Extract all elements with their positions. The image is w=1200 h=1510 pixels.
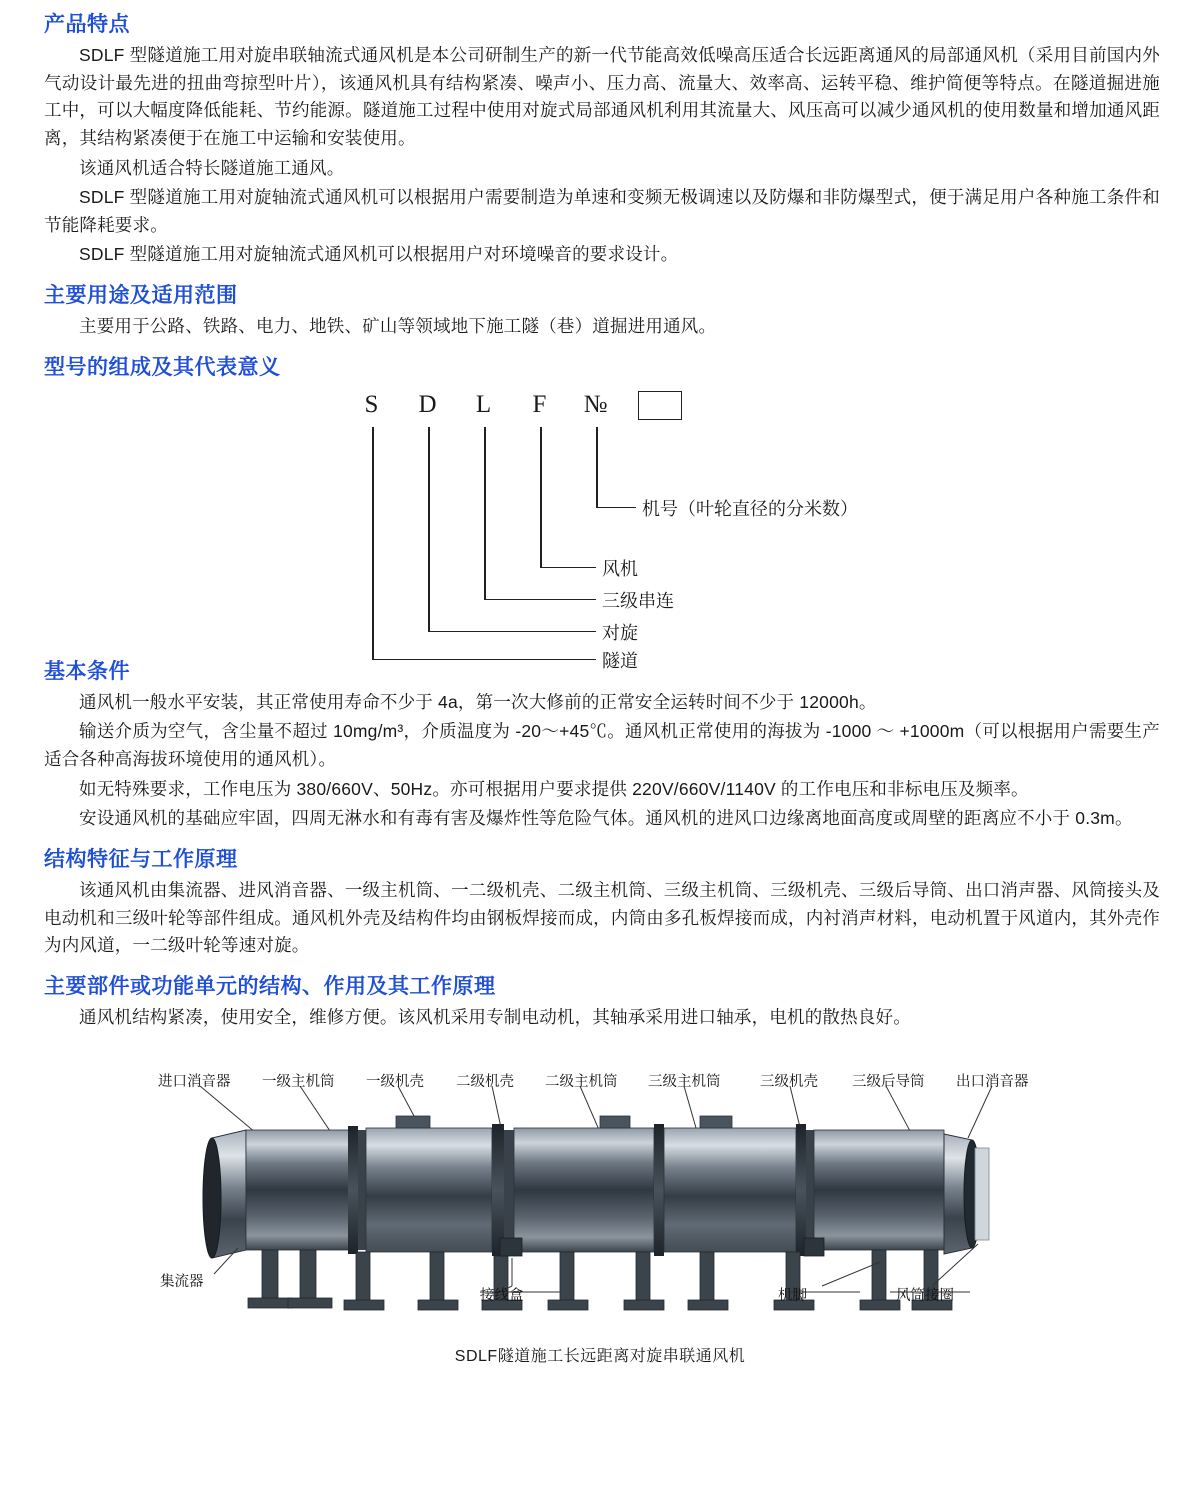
figure-label: 一级主机筒	[262, 1073, 335, 1090]
section-basic-conditions	[44, 655, 1160, 833]
figure-label: 二级机壳	[456, 1073, 514, 1090]
leader-line-horizontal	[596, 507, 636, 509]
paragraph: 输送介质为空气，含尘量不超过 10mg/m³，介质温度为 -20～+45℃。通风机正常使用的海拔为 -1000 ～ +1000m（可以根据用户需要生产适合各种高海拔环境使用的通风机）。	[44, 721, 1160, 770]
body-segment-5	[814, 1130, 944, 1250]
section-title: 结构特征与工作原理	[44, 847, 238, 871]
model-code-label: 机号（叶轮直径的分米数）	[642, 498, 858, 519]
junction-box	[500, 1238, 522, 1256]
section-product-features	[44, 8, 1160, 269]
flange	[806, 1130, 814, 1250]
top-access-box	[600, 1116, 630, 1128]
inlet-opening	[203, 1138, 221, 1258]
model-code-number-box	[638, 391, 682, 420]
paragraph: 安设通风机的基础应牢固，四周无淋水和有毒有害及爆炸性等危险气体。通风机的进风口边缘离地面高度或周壁的距离应不小于 0.3m。	[79, 808, 1133, 829]
figure-label: 三级后导筒	[852, 1073, 925, 1090]
flange	[358, 1130, 366, 1250]
leader-line-horizontal	[428, 631, 596, 633]
paragraph: 通风机结构紧凑，使用安全，维修方便。该风机采用专制电动机，其轴承采用进口轴承，电机的散热良好。	[79, 1006, 911, 1027]
leader-line-vertical	[372, 427, 374, 659]
body-segment-1	[246, 1130, 350, 1250]
paragraph: 该通风机由集流器、进风消音器、一级主机筒、一二级机壳、二级主机筒、三级主机筒、三级机壳、三级后导筒、出口消声器、风筒接头及电动机和三级叶轮等部件组成。通风机外壳及结构件均由钢板焊接而成，内筒由多孔板焊接而成，内衬消声材料，电动机置于风道内，其外壳作为内风道，一二级叶轮等速对旋。	[44, 879, 1160, 956]
model-code-label: 对旋	[602, 622, 638, 643]
section-structure-principle	[44, 843, 1160, 960]
figure-label: 风筒接圈	[896, 1287, 954, 1304]
leader-line-horizontal	[484, 599, 596, 601]
figure-label: 一级机壳	[366, 1073, 424, 1090]
figure-label: 集流器	[160, 1273, 204, 1290]
figure-label: 三级主机筒	[648, 1073, 721, 1090]
section-title: 产品特点	[44, 13, 130, 36]
junction-box	[804, 1238, 824, 1256]
figure-label: 出口消音器	[956, 1073, 1029, 1090]
leader-line-horizontal	[372, 659, 596, 661]
figure-label: 机脚	[778, 1287, 807, 1304]
paragraph: 通风机一般水平安装，其正常使用寿命不少于 4a，第一次大修前的正常安全运转时间不少于 12000h。	[79, 691, 877, 712]
figure-label: 接线盒	[480, 1287, 524, 1304]
model-code-label: 隧道	[602, 650, 638, 671]
top-access-box	[396, 1116, 430, 1128]
product-figure	[0, 1042, 1200, 1372]
body-segment-4	[664, 1128, 796, 1252]
flange	[796, 1124, 806, 1256]
model-code-label: 风机	[602, 558, 638, 579]
flange	[504, 1130, 514, 1250]
section-main-components	[44, 970, 1160, 1032]
section-applications	[44, 279, 1160, 341]
paragraph: SDLF 型隧道施工用对旋串联轴流式通风机是本公司研制生产的新一代节能高效低噪高压适合长远距离通风的局部通风机（采用目前国内外气动设计最先进的扭曲弯掠型叶片），该通风机具有结构紧凑、噪声小、压力高、流量大、效率高、运转平稳、维护简便等特点。在隧道掘进施工中，可以大幅度降低能耗、节约能源。隧道施工过程中使用对旋式局部通风机利用其流量大、风压高可以减少通风机的使用数量和增加通风距离，其结构紧凑便于在施工中运输和安装使用。	[44, 45, 1160, 148]
leader-line-horizontal	[540, 567, 596, 569]
model-code-letter: №	[583, 391, 609, 419]
model-code-label: 三级串连	[602, 590, 674, 611]
paragraph: 主要用于公路、铁路、电力、地铁、矿山等领域地下施工隧（巷）道掘进用通风。	[79, 316, 717, 337]
paragraph: 该通风机适合特长隧道施工通风。	[79, 157, 345, 178]
fan-feet	[248, 1250, 952, 1310]
model-code-letters	[344, 391, 682, 420]
paragraph: 如无特殊要求，工作电压为 380/660V、50Hz。亦可根据用户要求提供 220V/660V/1140V 的工作电压和非标电压及频率。	[79, 778, 1029, 799]
leader-line-vertical	[484, 427, 486, 599]
figure-caption: SDLF隧道施工长远距离对旋串联通风机	[454, 1347, 746, 1365]
leader-line-vertical	[540, 427, 542, 567]
section-title: 主要部件或功能单元的结构、作用及其工作原理	[44, 974, 496, 998]
fan-illustration	[0, 1042, 1200, 1372]
figure-label: 二级主机筒	[545, 1073, 618, 1090]
model-code-letter: F	[532, 391, 548, 419]
figure-label: 三级机壳	[760, 1073, 818, 1090]
paragraph: SDLF 型隧道施工用对旋轴流式通风机可以根据用户对环境噪音的要求设计。	[79, 244, 679, 265]
model-code-letter: D	[418, 391, 438, 419]
body-segment-2	[366, 1128, 492, 1252]
leader-line-vertical	[596, 427, 598, 507]
leader-line-vertical	[428, 427, 430, 631]
flange	[654, 1124, 664, 1256]
figure-label: 进口消音器	[158, 1073, 231, 1090]
paragraph: SDLF 型隧道施工用对旋轴流式通风机可以根据用户需要制造为单速和变频无极调速以及防爆和非防爆型式，便于满足用户各种施工条件和节能降耗要求。	[44, 187, 1160, 235]
flange	[492, 1124, 504, 1256]
section-title: 型号的组成及其代表意义	[44, 355, 281, 379]
section-title: 主要用途及适用范围	[44, 284, 238, 308]
duct-connector-ring	[975, 1148, 989, 1240]
flange	[348, 1126, 358, 1254]
model-code-letter: S	[364, 391, 380, 419]
section-title: 基本条件	[44, 659, 130, 683]
top-access-box	[700, 1116, 732, 1128]
model-code-letter: L	[475, 391, 493, 419]
body-segment-3	[514, 1128, 654, 1252]
